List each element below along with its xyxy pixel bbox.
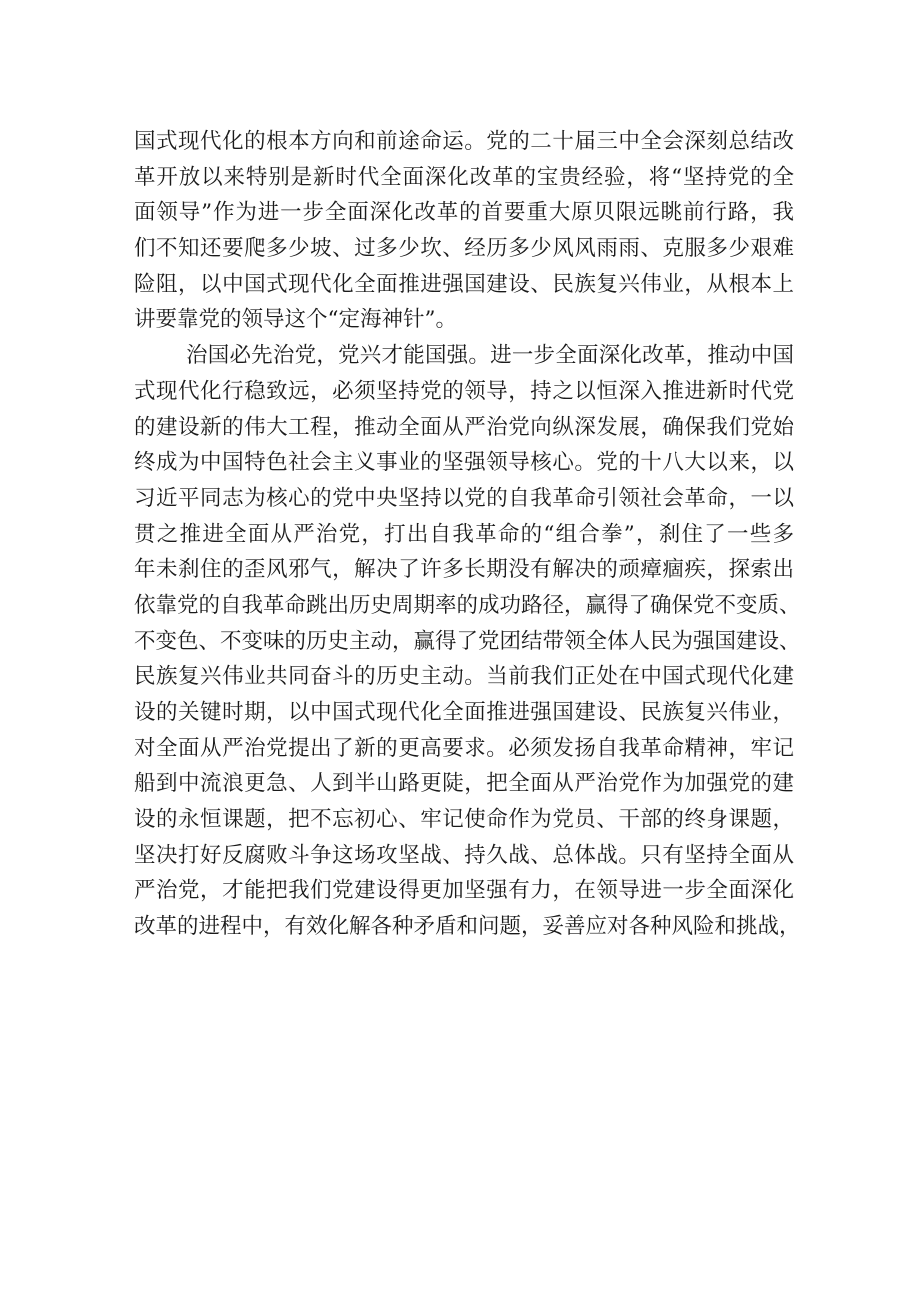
text-line: 习近平同志为核心的党中央坚持以党的自我革命引领社会革命，一以 (134, 485, 794, 511)
text-line: 革开放以来特别是新时代全面深化改革的宝贵经验，将“坚持党的全 (134, 164, 794, 190)
text-line: 的建设新的伟大工程，推动全面从严治党向纵深发展，确保我们党始 (134, 414, 794, 440)
text-line: 不变色、不变味的历史主动，赢得了党团结带领全体人民为强国建设、 (134, 628, 801, 654)
text-line: 改革的进程中，有效化解各种矛盾和问题，妥善应对各种风险和挑战， (134, 914, 801, 940)
text-line: 国式现代化的根本方向和前途命运。党的二十届三中全会深刻总结改 (134, 129, 794, 154)
text-line: 终成为中国特色社会主义事业的坚强领导核心。党的十八大以来，以 (134, 450, 794, 476)
text-line: 严治党，才能把我们党建设得更加坚强有力，在领导进一步全面深化 (134, 878, 794, 904)
paragraph-start-line: 治国必先治党，党兴才能国强。进一步全面深化改革，推动中国 (186, 343, 794, 369)
text-line: 们不知还要爬多少坡、过多少坎、经历多少风风雨雨、克服多少艰难 (134, 236, 794, 262)
text-line: 设的永恒课题，把不忘初心、牢记使命作为党员、干部的终身课题， (134, 807, 794, 833)
text-line: 民族复兴伟业共同奋斗的历史主动。当前我们正处在中国式现代化建 (134, 664, 794, 690)
text-line: 设的关键时期，以中国式现代化全面推进强国建设、民族复兴伟业， (134, 700, 794, 725)
text-line: 面领导”作为进一步全面深化改革的首要重大原贝限远眺前行路，我 (134, 200, 794, 226)
text-line: 船到中流浪更急、人到半山路更陡，把全面从严治党作为加强党的建 (134, 771, 794, 797)
text-line: 险阻，以中国式现代化全面推进强国建设、民族复兴伟业，从根本上 (134, 271, 794, 297)
text-line: 坚决打好反腐败斗争这场攻坚战、持久战、总体战。只有坚持全面从 (134, 842, 794, 868)
body-text (134, 124, 801, 945)
text-line: 贯之推进全面从严治党，打出自我革命的“组合拳”，刹住了一些多 (134, 521, 794, 547)
text-line: 依靠党的自我革命跳出历史周期率的成功路径，赢得了确保党不变质、 (134, 592, 801, 618)
text-line: 式现代化行稳致远，必须坚持党的领导，持之以恒深入推进新时代党 (134, 378, 794, 404)
text-line: 对全面从严治党提出了新的更高要求。必须发扬自我革命精神，牢记 (134, 735, 794, 761)
text-line: 年未刹住的歪风邪气，解决了许多长期没有解决的顽瘴痼疾，探索出 (134, 557, 794, 583)
paragraph-end-line: 讲要靠党的领导这个“定海神针”。 (134, 307, 457, 333)
